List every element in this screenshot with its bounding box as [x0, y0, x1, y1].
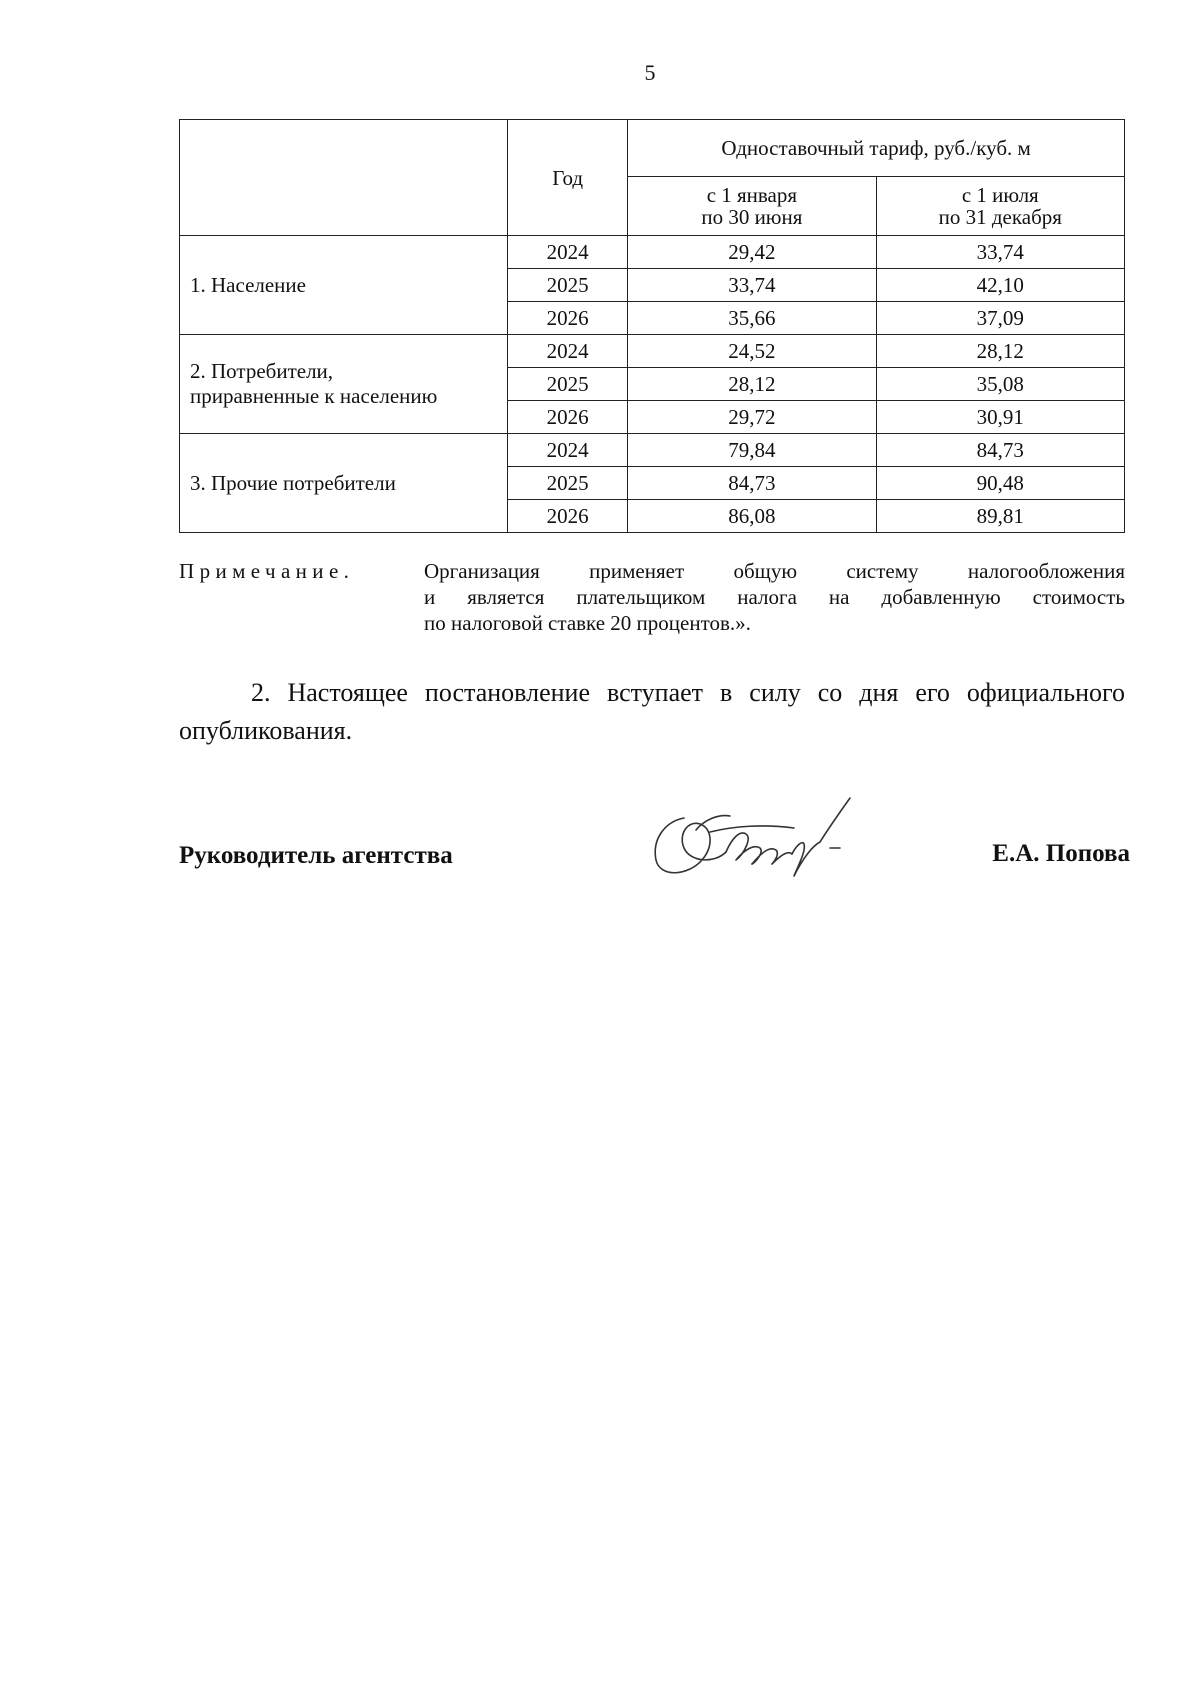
group-label-line: 3. Прочие потребители	[190, 470, 396, 495]
year-cell: 2025	[508, 467, 628, 500]
year-cell: 2025	[508, 269, 628, 302]
period-1-line-1: с 1 января	[706, 183, 798, 207]
tariff-period-1-cell: 84,73	[628, 467, 876, 500]
table-row	[180, 236, 1125, 269]
year-cell: 2026	[508, 500, 628, 533]
note-line-1: Организация применяет общую систему налогообложения	[424, 559, 1125, 583]
tariff-period-1-cell: 33,74	[628, 269, 876, 302]
tariff-period-1-cell: 24,52	[628, 335, 876, 368]
tariff-period-1-cell: 28,12	[628, 368, 876, 401]
paragraph-line-2: опубликования.	[179, 716, 353, 745]
year-cell: 2024	[508, 434, 628, 467]
table-header-row	[180, 120, 1125, 177]
year-cell: 2026	[508, 401, 628, 434]
year-cell: 2025	[508, 368, 628, 401]
tariff-period-1-cell: 35,66	[628, 302, 876, 335]
tariff-period-1-cell: 79,84	[628, 434, 876, 467]
tariff-period-1-cell: 29,42	[628, 236, 876, 269]
signatory-name: Е.А. Попова	[992, 840, 1130, 867]
period-1-header	[628, 177, 876, 236]
tariff-period-2-cell: 90,48	[876, 467, 1124, 500]
group-label-line: 2. Потребители,	[190, 359, 334, 383]
note-line-2: и является плательщиком налога на добавленную стоимость	[424, 585, 1125, 609]
tariff-period-2-cell: 35,08	[876, 368, 1124, 401]
year-header: Год	[508, 120, 628, 236]
group-label-line: 1. Население	[190, 272, 306, 297]
note-label: Примечание.	[179, 559, 355, 583]
closing-paragraph	[179, 674, 1125, 750]
group-label-cell	[180, 434, 508, 533]
handwritten-signature	[644, 790, 874, 885]
paragraph-line-1: 2. Настоящее постановление вступает в силу со дня его официального	[251, 678, 1125, 707]
tariff-period-2-cell: 89,81	[876, 500, 1124, 533]
note-text	[424, 558, 1125, 636]
year-cell: 2024	[508, 335, 628, 368]
tariff-period-2-cell: 30,91	[876, 401, 1124, 434]
tariff-period-2-cell: 42,10	[876, 269, 1124, 302]
tariff-header: Одноставочный тариф, руб./куб. м	[628, 120, 1125, 177]
signatory-title: Руководитель агентства	[179, 842, 453, 869]
category-header-cell	[180, 120, 508, 236]
tariff-period-2-cell: 28,12	[876, 335, 1124, 368]
tariff-table	[179, 119, 1125, 533]
period-2-header	[876, 177, 1124, 236]
tariff-period-2-cell: 33,74	[876, 236, 1124, 269]
tariff-period-2-cell: 37,09	[876, 302, 1124, 335]
tariff-period-2-cell: 84,73	[876, 434, 1124, 467]
group-label-line: приравненные к населению	[190, 384, 438, 408]
year-cell: 2024	[508, 236, 628, 269]
year-cell: 2026	[508, 302, 628, 335]
table-row	[180, 434, 1125, 467]
period-2-line-1: с 1 июля	[961, 183, 1039, 207]
table-row	[180, 335, 1125, 368]
note-line-3: по налоговой ставке 20 процентов.».	[424, 611, 751, 635]
period-1-line-2: по 30 июня	[701, 205, 803, 229]
group-label-cell	[180, 236, 508, 335]
tariff-period-1-cell: 86,08	[628, 500, 876, 533]
tariff-period-1-cell: 29,72	[628, 401, 876, 434]
group-label-cell	[180, 335, 508, 434]
page-number: 5	[644, 60, 656, 85]
period-2-line-2: по 31 декабря	[938, 205, 1062, 229]
signature-block	[179, 790, 1130, 900]
